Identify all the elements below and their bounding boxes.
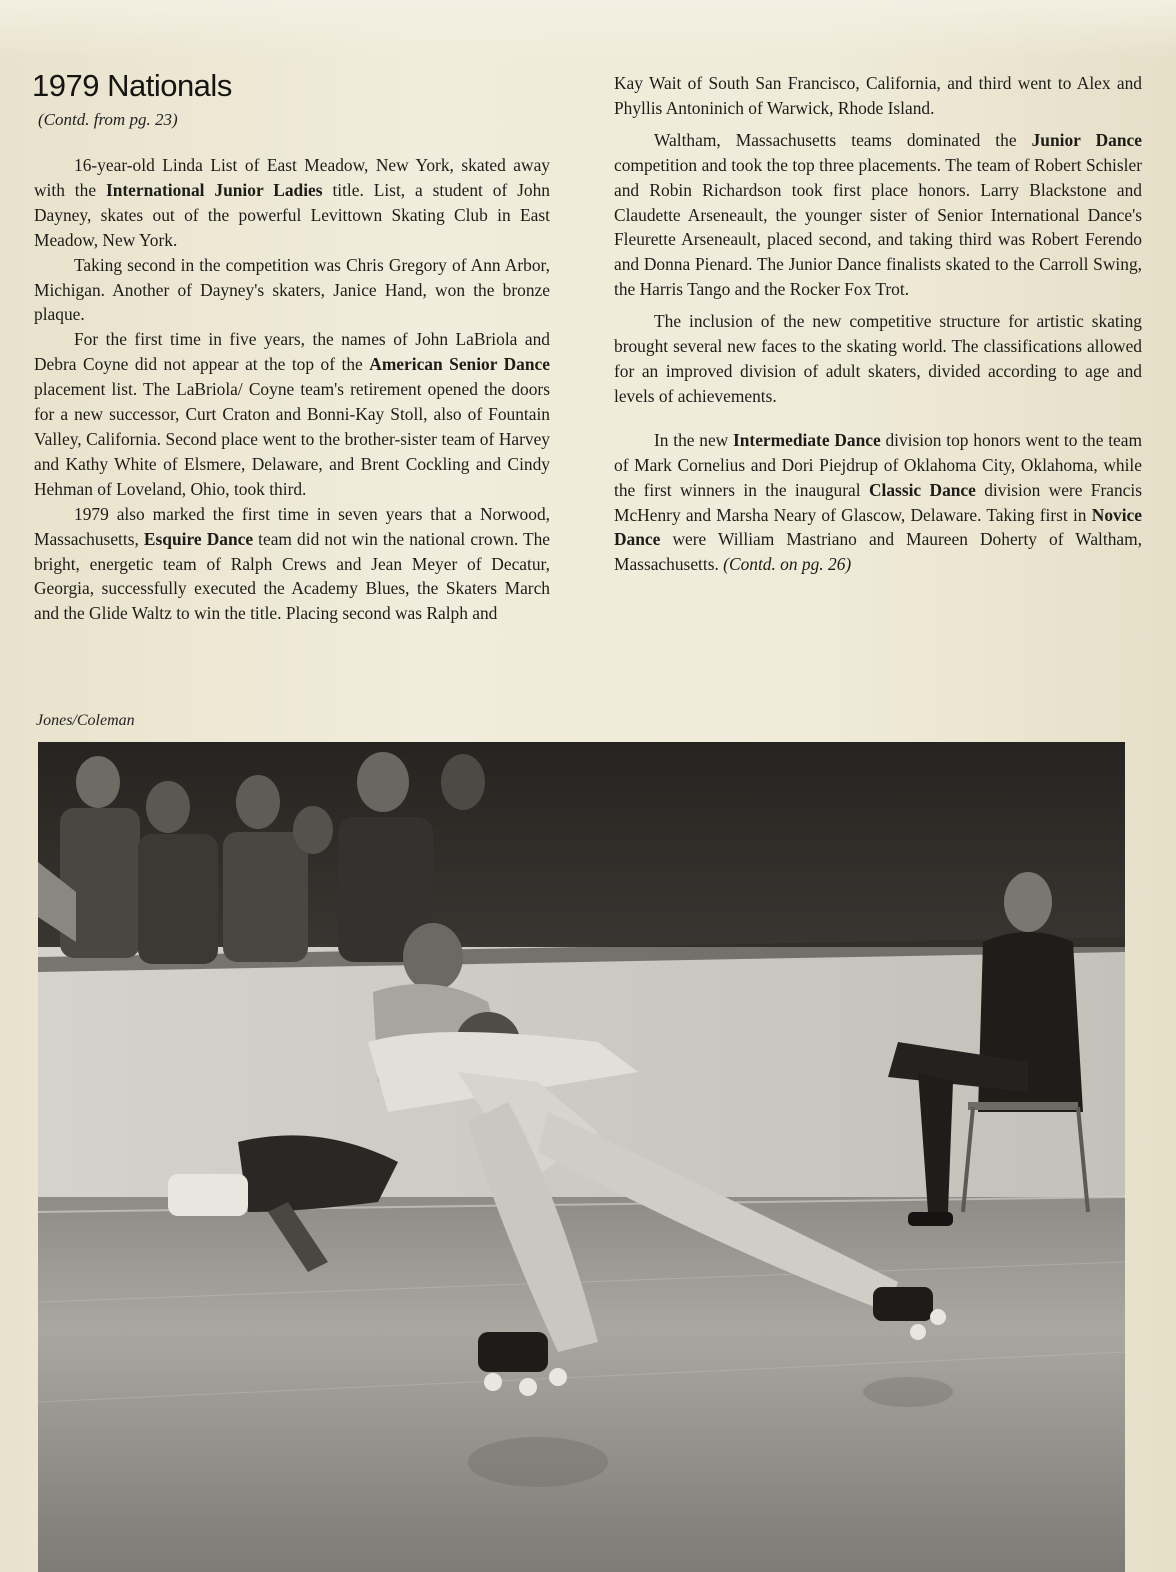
paragraph: Taking second in the competition was Chris Gregory of Ann Arbor, Michigan. Another of Dayney's skaters, Janice Hand, won the bronze plaque. [34,254,550,325]
paragraph: 16-year-old Linda List of East Meadow, New York, skated away with the International Junior Ladies title. List, a student of John Dayney, skates out of the powerful Levittown Skating Club in East Meadow, New York. [34,155,550,250]
paragraph: Waltham, Massachusetts teams dominated the Junior Dance competition and took the top three placements. The team of Robert Schisler and Robin Richardson took first place honors. Larry Blackstone and Claudette Arseneault, the younger sister of Senior International Dance's Fleurette Arseneault, placed second, and taking third was Robert Ferendo and Donna Pienard. The Junior Dance finalists skated to the Carroll Swing, the Harris Tango and the Rocker Fox Trot. [614,129,1142,300]
rink-floor [38,1197,1125,1572]
text-column-left [34,153,550,626]
paragraph: The inclusion of the new competitive structure for artistic skating brought several new faces to the skating world. The classifications allowed for an improved division of adult skaters, divided according to age and levels of achievements. [614,311,1142,406]
article-title: 1979 Nationals [32,68,232,103]
photo-illustration [38,742,1125,1572]
photo-credit: Jones/Coleman [36,712,135,729]
skating-photo [38,742,1125,1572]
page-top-edge [0,0,1176,60]
continued-from-note: (Contd. from pg. 23) [38,110,178,129]
text-column-right [614,71,1142,577]
paragraph: In the new Intermediate Dance division top honors went to the team of Mark Cornelius and Dori Piejdrup of Oklahoma City, Oklahoma, while the first winners in the inaugural Classic Dance division were Francis McHenry and Marsha Neary of Glascow, Delaware. Taking first in Novice Dance were William Mastriano and Maureen Doherty of Waltham, Massachusetts. (Contd. on pg. 26) [614,429,1143,575]
paragraph: For the first time in five years, the names of John LaBriola and Debra Coyne did not appear at the top of the American Senior Dance placement list. The LaBriola/ Coyne team's retirement opened the doors for a new successor, Curt Craton and Bonni-Kay Stoll, also of Fountain Valley, California. Second place went to the brother-sister team of Harvey and Kathy White of Elsmere, Delaware, and Brent Cockling and Cindy Hehman of Loveland, Ohio, took third. [34,329,550,499]
paragraph: 1979 also marked the first time in seven years that a Norwood, Massachusetts, Esquire Dance team did not win the national crown. The bright, energetic team of Ralph Crews and Jean Meyer of Decatur, Georgia, successfully executed the Academy Blues, the Skaters March and the Glide Waltz to win the title. Placing second was Ralph and [34,503,550,624]
continued-on-note: (Contd. on pg. 26) [723,554,852,575]
paragraph: Kay Wait of South San Francisco, California, and third went to Alex and Phyllis Antoninich of Warwick, Rhode Island. [614,73,1142,118]
